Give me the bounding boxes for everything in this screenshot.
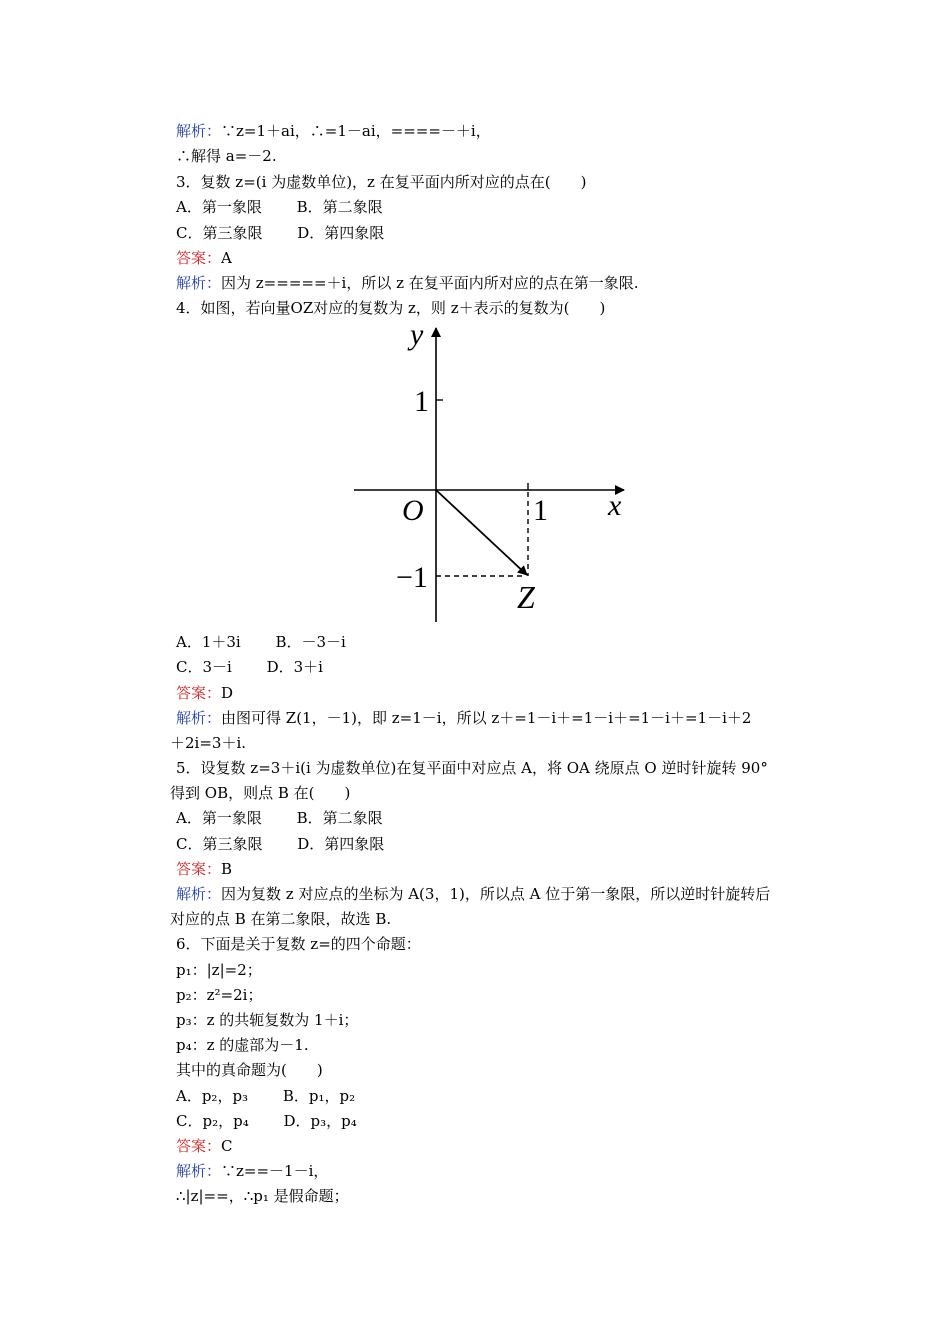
text-line: 得到 OB，则点 B 在( ) bbox=[170, 784, 351, 802]
answer-label: 答案： bbox=[176, 860, 222, 878]
line-text: 因为 z=====＋i，所以 z 在复平面内所对应的点在第一象限. bbox=[221, 274, 639, 292]
question-4: 4．如图，若向量OZ对应的复数为 z，则 z＋表示的复数为( ) bbox=[176, 299, 606, 317]
text-line: 对应的点 B 在第二象限，故选 B. bbox=[170, 910, 392, 928]
y-axis-label: y bbox=[410, 322, 424, 351]
question-3: 3．复数 z=(i 为虚数单位)，z 在复平面内所对应的点在( ) bbox=[176, 173, 587, 191]
option-line: C．第三象限 D．第四象限 bbox=[176, 224, 385, 242]
option-line: A．p₂，p₃ B．p₁，p₂ bbox=[176, 1087, 356, 1105]
proposition-p2: p₂：z²=2i； bbox=[176, 986, 263, 1004]
answer-value: B bbox=[221, 860, 233, 878]
proposition-p3: p₃：z 的共轭复数为 1＋i； bbox=[176, 1011, 359, 1029]
answer-value: A bbox=[221, 249, 232, 267]
vector-oz bbox=[436, 490, 527, 575]
option-line: C．第三象限 D．第四象限 bbox=[176, 835, 385, 853]
line-text: 由图可得 Z(1，－1)，即 z=1－i，所以 z＋=1－i＋=1－i＋=1－i＋=1－i＋2 bbox=[221, 709, 752, 727]
solution-label: 解析： bbox=[176, 122, 222, 140]
answer-value: D bbox=[221, 684, 234, 702]
line-text: ∵z=1＋ai，∴=1－ai，====－＋i， bbox=[221, 122, 491, 140]
answer-line bbox=[176, 859, 232, 879]
proposition-p4: p₄：z 的虚部为－1. bbox=[176, 1036, 309, 1054]
option-line: C．p₂，p₄ D．p₃，p₄ bbox=[176, 1112, 357, 1130]
line-text: 因为复数 z 对应点的坐标为 A(3，1)，所以点 A 位于第一象限，所以逆时针旋转后 bbox=[221, 885, 771, 903]
text-line: ∴|z|==，∴p₁ 是假命题； bbox=[176, 1187, 349, 1205]
proposition-p1: p₁：|z|=2； bbox=[176, 961, 262, 979]
question-5: 5．设复数 z=3＋i(i 为虚数单位)在复平面中对应点 A，将 OA 绕原点 O 逆时针旋转 90° bbox=[176, 759, 768, 777]
solution-line bbox=[176, 708, 751, 728]
text-line: 其中的真命题为( ) bbox=[176, 1061, 323, 1079]
x-tick-label: 1 bbox=[533, 494, 548, 527]
option-line: C．3－i D．3＋i bbox=[176, 658, 323, 676]
x-axis-label: x bbox=[608, 489, 622, 522]
point-z-label: Z bbox=[517, 579, 535, 615]
complex-plane-figure bbox=[350, 322, 630, 622]
answer-label: 答案： bbox=[176, 684, 222, 702]
solution-line bbox=[176, 884, 770, 904]
answer-line bbox=[176, 1136, 233, 1156]
solution-label: 解析： bbox=[176, 1162, 222, 1180]
y-tick-label-pos: 1 bbox=[414, 385, 429, 418]
y-tick-label-neg: −1 bbox=[396, 561, 428, 594]
answer-label: 答案： bbox=[176, 249, 222, 267]
solution-line bbox=[176, 121, 491, 141]
solution-label: 解析： bbox=[176, 885, 222, 903]
solution-line bbox=[176, 1161, 328, 1181]
line-text: ∵z==－1－i， bbox=[221, 1162, 329, 1180]
option-line: A．1＋3i B．－3－i bbox=[176, 633, 346, 651]
text-line: ＋2i=3＋i. bbox=[170, 734, 247, 752]
question-6: 6．下面是关于复数 z=的四个命题： bbox=[176, 935, 421, 953]
answer-label: 答案： bbox=[176, 1137, 222, 1155]
text-line: ∴解得 a=－2. bbox=[176, 147, 277, 165]
origin-label: O bbox=[402, 494, 424, 527]
answer-value: C bbox=[221, 1137, 233, 1155]
solution-label: 解析： bbox=[176, 274, 222, 292]
answer-line bbox=[176, 683, 233, 703]
option-line: A．第一象限 B．第二象限 bbox=[176, 809, 383, 827]
answer-line bbox=[176, 248, 232, 268]
solution-label: 解析： bbox=[176, 709, 222, 727]
solution-line bbox=[176, 273, 639, 293]
option-line: A．第一象限 B．第二象限 bbox=[176, 198, 383, 216]
